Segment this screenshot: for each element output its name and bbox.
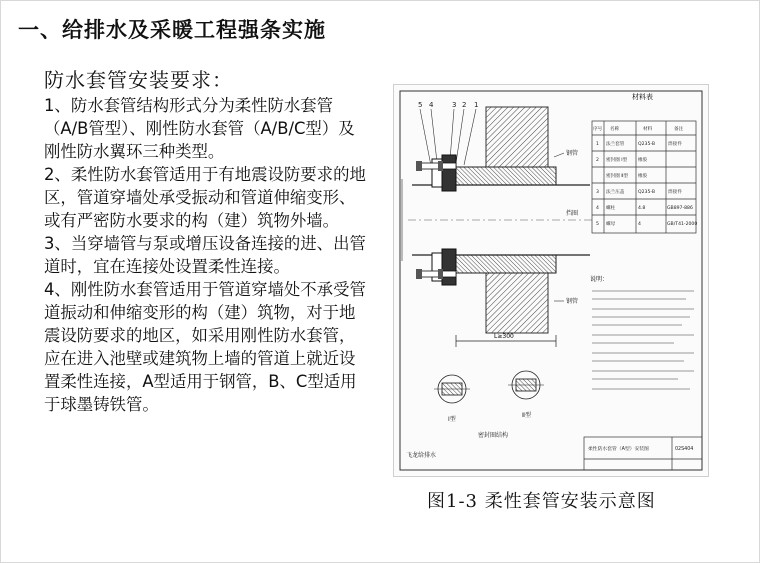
svg-text:螺柱: 螺柱 <box>606 206 616 211</box>
svg-text:4.8: 4.8 <box>638 206 646 211</box>
detail-label-1: Ⅰ型 <box>448 416 456 423</box>
svg-text:序号: 序号 <box>593 127 603 132</box>
svg-text:3: 3 <box>596 190 599 195</box>
svg-text:Q235-B: Q235-B <box>638 190 656 195</box>
seal-ring-detail-2 <box>508 371 544 399</box>
svg-text:Q235-B: Q235-B <box>638 142 656 147</box>
svg-text:法兰套管: 法兰套管 <box>606 142 625 147</box>
requirement-3: 3、当穿墙管与泵或增压设备连接的进、出管道时，宜在连接处设置柔性连接。 <box>44 234 366 276</box>
sleeve-installation-drawing <box>393 84 709 477</box>
seal-ring-detail-1 <box>434 375 470 403</box>
notes-title: 说明： <box>590 276 609 283</box>
requirement-2: 2、柔性防水套管适用于有地震设防要求的地区，管道穿墙处承受振动和管道伸缩变形、或有严密防水要求的构（建）筑物外墙。 <box>44 165 366 230</box>
svg-text:备注: 备注 <box>674 127 684 132</box>
svg-text:名称: 名称 <box>610 127 620 132</box>
svg-text:4: 4 <box>638 222 641 227</box>
title-block <box>584 437 702 470</box>
svg-text:焊接件: 焊接件 <box>668 142 682 147</box>
detail-label-2: Ⅱ型 <box>522 412 531 419</box>
svg-text:法兰压盖: 法兰压盖 <box>606 190 625 195</box>
svg-text:焊接件: 焊接件 <box>668 190 682 195</box>
svg-text:橡胶: 橡胶 <box>638 174 648 179</box>
svg-text:1: 1 <box>596 142 599 147</box>
wall-upper <box>486 107 548 167</box>
svg-text:5: 5 <box>596 222 599 227</box>
svg-text:4: 4 <box>596 206 599 211</box>
title-block-name: 柔性防水套管（A型）安装图 <box>588 447 649 452</box>
dim-length: L≥300 <box>494 333 514 340</box>
callout-5: 5 <box>418 101 423 109</box>
label-ring: 挡圈 <box>566 210 579 217</box>
table-title: 材料表 <box>632 93 653 101</box>
technical-drawing-svg <box>394 85 708 476</box>
callout-4: 4 <box>429 101 434 109</box>
callout-3: 3 <box>452 101 457 109</box>
watermark-stamp: 飞龙给排水 <box>406 452 437 459</box>
wall-lower <box>486 273 548 333</box>
svg-text:密封圈 Ⅱ型: 密封圈 Ⅱ型 <box>606 174 629 179</box>
svg-text:GB897-886: GB897-886 <box>667 206 693 211</box>
svg-text:GB/T41-2000: GB/T41-2000 <box>667 222 698 227</box>
label-pipe-bottom: 钢管 <box>566 298 579 305</box>
svg-text:橡胶: 橡胶 <box>638 158 648 163</box>
label-pipe-top: 钢管 <box>566 150 579 157</box>
requirement-4: 4、刚性防水套管适用于管道穿墙处不承受管道振动和伸缩变形的构（建）筑物，对于地震设防要求的地区，如采用刚性防水套管，应在进入池壁或建筑物上墙的管道上就近设置柔性连接，A型适用于钢管，B、C型适用于球墨铸铁管。 <box>44 280 366 414</box>
figure-caption: 图1-3 柔性套管安装示意图 <box>427 491 656 512</box>
section-subtitle: 防水套管安装要求： <box>44 68 233 92</box>
requirements-text <box>44 94 366 416</box>
svg-text:2: 2 <box>596 158 599 163</box>
title-block-code: 02S404 <box>675 447 694 452</box>
svg-text:材料: 材料 <box>643 127 653 132</box>
callout-2: 2 <box>462 101 467 109</box>
callout-1: 1 <box>474 101 479 109</box>
svg-text:密封圈 Ⅰ型: 密封圈 Ⅰ型 <box>606 158 628 163</box>
slide-title: 一、给排水及采暖工程强条实施 <box>18 18 326 42</box>
detail-title: 密封圈结构 <box>478 432 509 439</box>
requirement-1: 1、防水套管结构形式分为柔性防水套管（A/B管型）、刚性防水套管（A/B/C型）及刚性防水翼环三种类型。 <box>44 96 355 161</box>
svg-text:螺母: 螺母 <box>606 222 616 227</box>
